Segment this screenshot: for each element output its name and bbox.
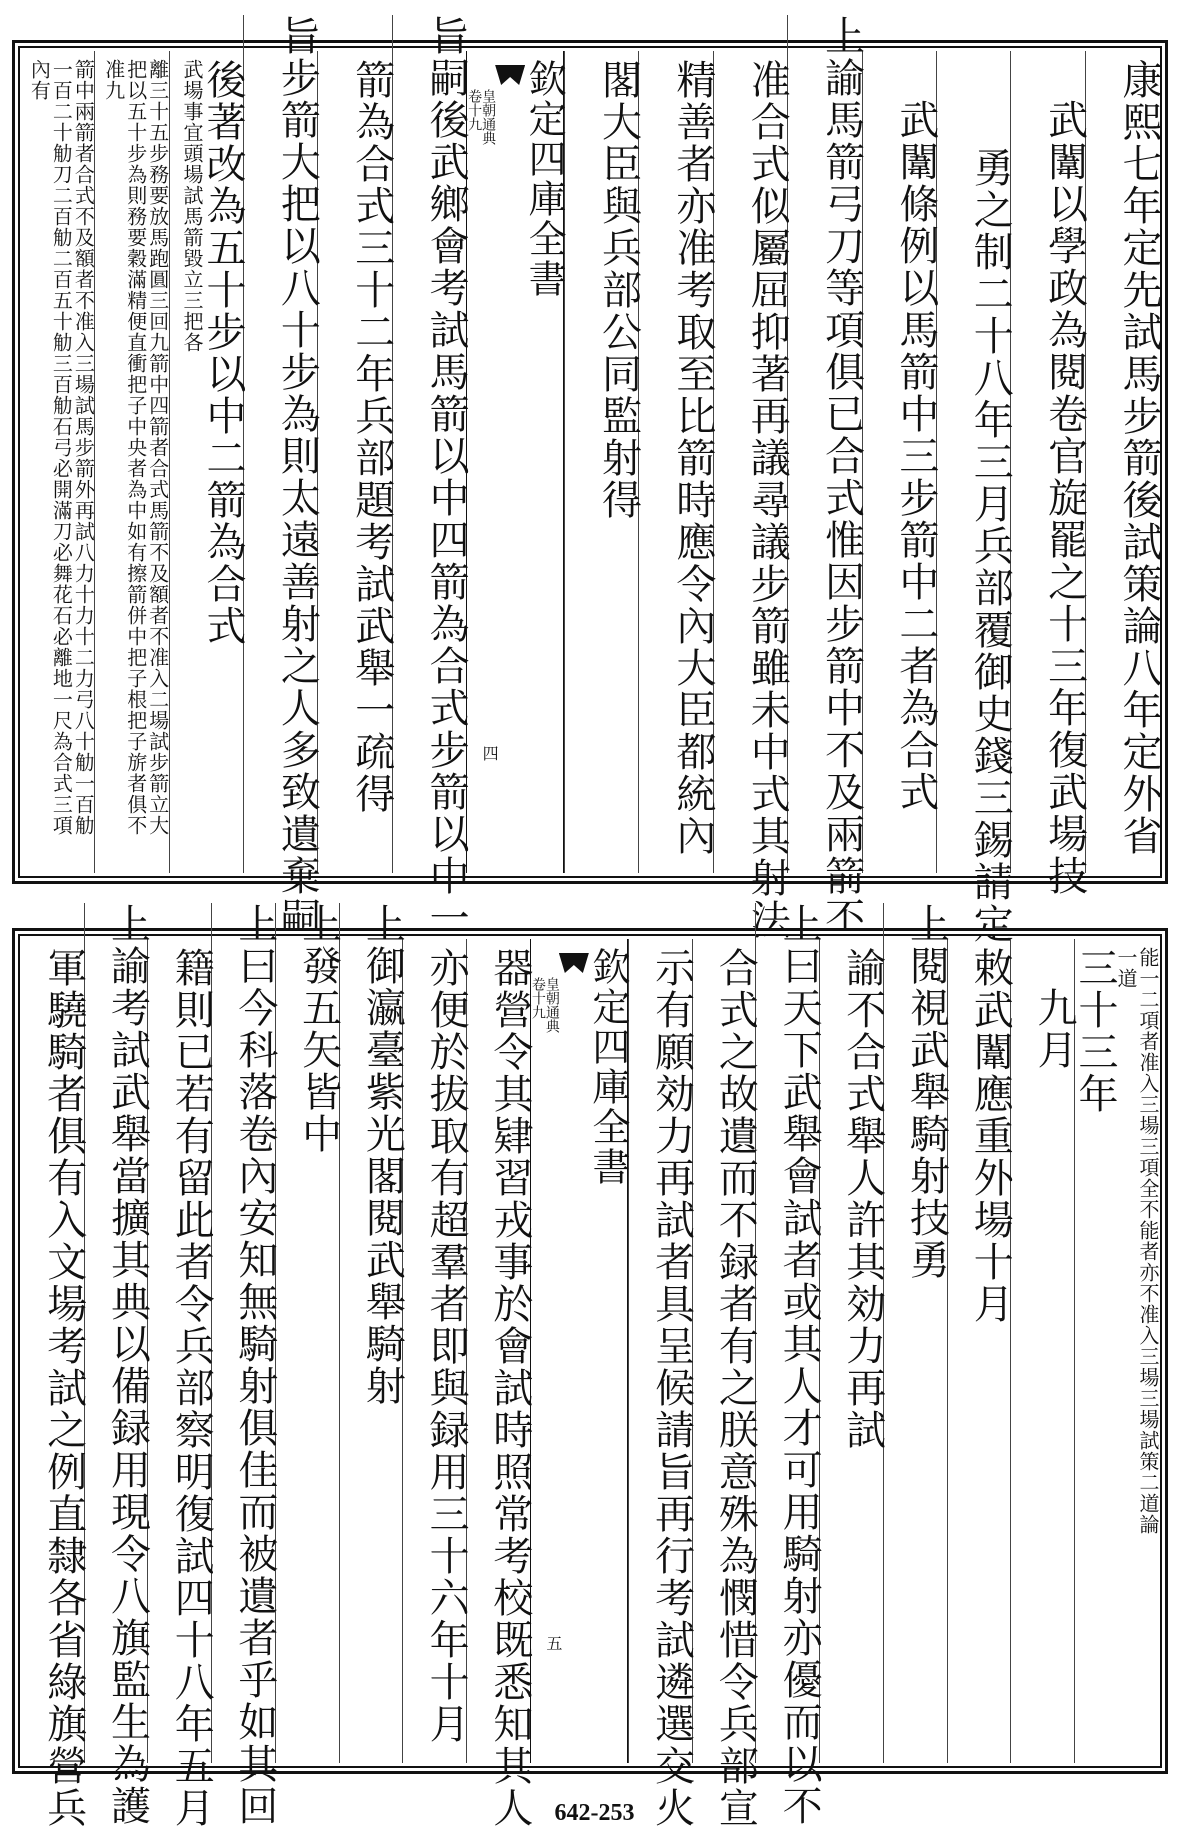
annotation: 武場事宜頭場試馬箭毀立三把各 xyxy=(180,59,205,353)
spine-column xyxy=(530,939,628,1763)
text-column: 軍驍騎者俱有入文場考試之例直隸各省綠旗營兵 xyxy=(40,947,87,1829)
spine-title: 欽定四庫全書 xyxy=(585,947,630,1187)
annotation-column: 箭中兩箭者合式不及額者不准入三場試馬步箭外再試八力十力十二力弓八十觔一百觔一百二十觔刀二百觔二百五十觔三百觔石弓必開滿刀必舞花石必離地一尺為合式三項內有 xyxy=(27,59,96,836)
text-column: 上諭馬箭弓刀等項俱已合式惟因步箭中不及兩箭不 xyxy=(787,15,861,873)
spine-subtitle: 皇朝通典 xyxy=(480,89,497,145)
text-column: 康熙七年定先試馬步箭後試策論八年定外省 xyxy=(1085,51,1159,873)
text-column: 合式之故遺而不録者有之朕意殊為憫惜令兵部宣 xyxy=(692,939,756,1763)
text-column: 武闈條例以馬箭中三步箭中二者為合式 xyxy=(862,51,936,873)
text-column: 上發五矢皆中 xyxy=(275,903,339,1763)
spine-subtitle: 皇朝通典 xyxy=(543,977,560,1033)
annotation-column: 離三十五步務要放馬跑圓三回九箭中四箭者合式馬箭不及額者不准入二場試步箭立大把以五十步為則務要穀滿精便直衝把子中央者為中如有擦箭併中把子根把子旂者俱不准九 xyxy=(94,51,168,873)
text-column: 器營令其肄習戎事於會試時照常考校既悉知其人 xyxy=(466,939,530,1763)
spine-leaf: 五 xyxy=(543,1635,563,1653)
top-page xyxy=(12,15,1168,945)
text-column: 能一二項者准入三場三項全不能者亦不准入三場三場試策二道論一道 三十三年 xyxy=(1074,939,1159,1763)
text-column: 籍則已若有留此者令兵部察明復試四十八年五月 xyxy=(147,939,211,1763)
text-column: 上曰天下武舉會試者或其人才可用騎射亦優而以不 xyxy=(755,903,819,1763)
text-column: 勇之制二十八年三月兵部覆御史錢三錫請定 xyxy=(936,51,1010,873)
text-column: 箭為合式三十二年兵部題考試武舉一疏得 xyxy=(317,51,391,873)
text-column: 精善者亦准考取至比箭時應令內大臣都統內 xyxy=(638,51,712,873)
text-column: 武闈以學政為閱卷官旋罷之十三年復武場技 xyxy=(1010,51,1084,873)
fishtail-mark xyxy=(559,953,589,973)
text-column: 准合式似屬屈抑著再議尋議步箭雖未中式其射法 xyxy=(713,51,787,873)
annotation: 能一二項者准入三場三項全不能者亦不准入三場三場試策二道論一道 xyxy=(1114,947,1160,1535)
spine-volume: 卷十九 xyxy=(529,977,546,1019)
text-column: 上諭考試武舉當擴其典以備録用現令八旗監生為護 xyxy=(84,903,148,1763)
text-column: 上閱視武舉騎射技勇 xyxy=(883,903,947,1763)
spine-column xyxy=(466,51,567,873)
text-column: 旨步箭大把以八十步為則太遠善射之人多致遺棄嗣 xyxy=(243,15,317,873)
text-column: 上曰今科落卷內安知無騎射俱佳而被遺者乎如其回 xyxy=(211,903,275,1763)
spine-volume: 卷十九 xyxy=(466,89,483,131)
top-columns xyxy=(21,15,1162,945)
text-column: 閣大臣與兵部公同監射得 xyxy=(564,51,638,873)
fishtail-mark xyxy=(495,65,525,85)
text-column: 示有願効力再試者具呈候請旨再行考試遴選交火 xyxy=(628,939,692,1763)
spine-leaf: 四 xyxy=(480,745,500,763)
page-number: 642-253 xyxy=(554,1800,635,1826)
text-column: 諭不合式舉人許其効力再試 xyxy=(819,939,883,1763)
text-column: 後著改為五十步以中二箭為合式 武場事宜頭場試馬箭毀立三把各 xyxy=(169,51,243,873)
spine-title: 欽定四庫全書 xyxy=(522,59,567,299)
text-column: 旨嗣後武鄉會考試馬箭以中四箭為合式步箭以中一 xyxy=(392,15,466,873)
text-column: 敕武闈應重外場十月 xyxy=(947,939,1011,1763)
text-column: 亦便於拔取有超羣者即與録用三十六年十月 xyxy=(402,939,466,1763)
text-column: 上御瀛臺紫光閣閱武舉騎射 xyxy=(339,903,403,1763)
text-column: 九月 xyxy=(1010,939,1074,1763)
